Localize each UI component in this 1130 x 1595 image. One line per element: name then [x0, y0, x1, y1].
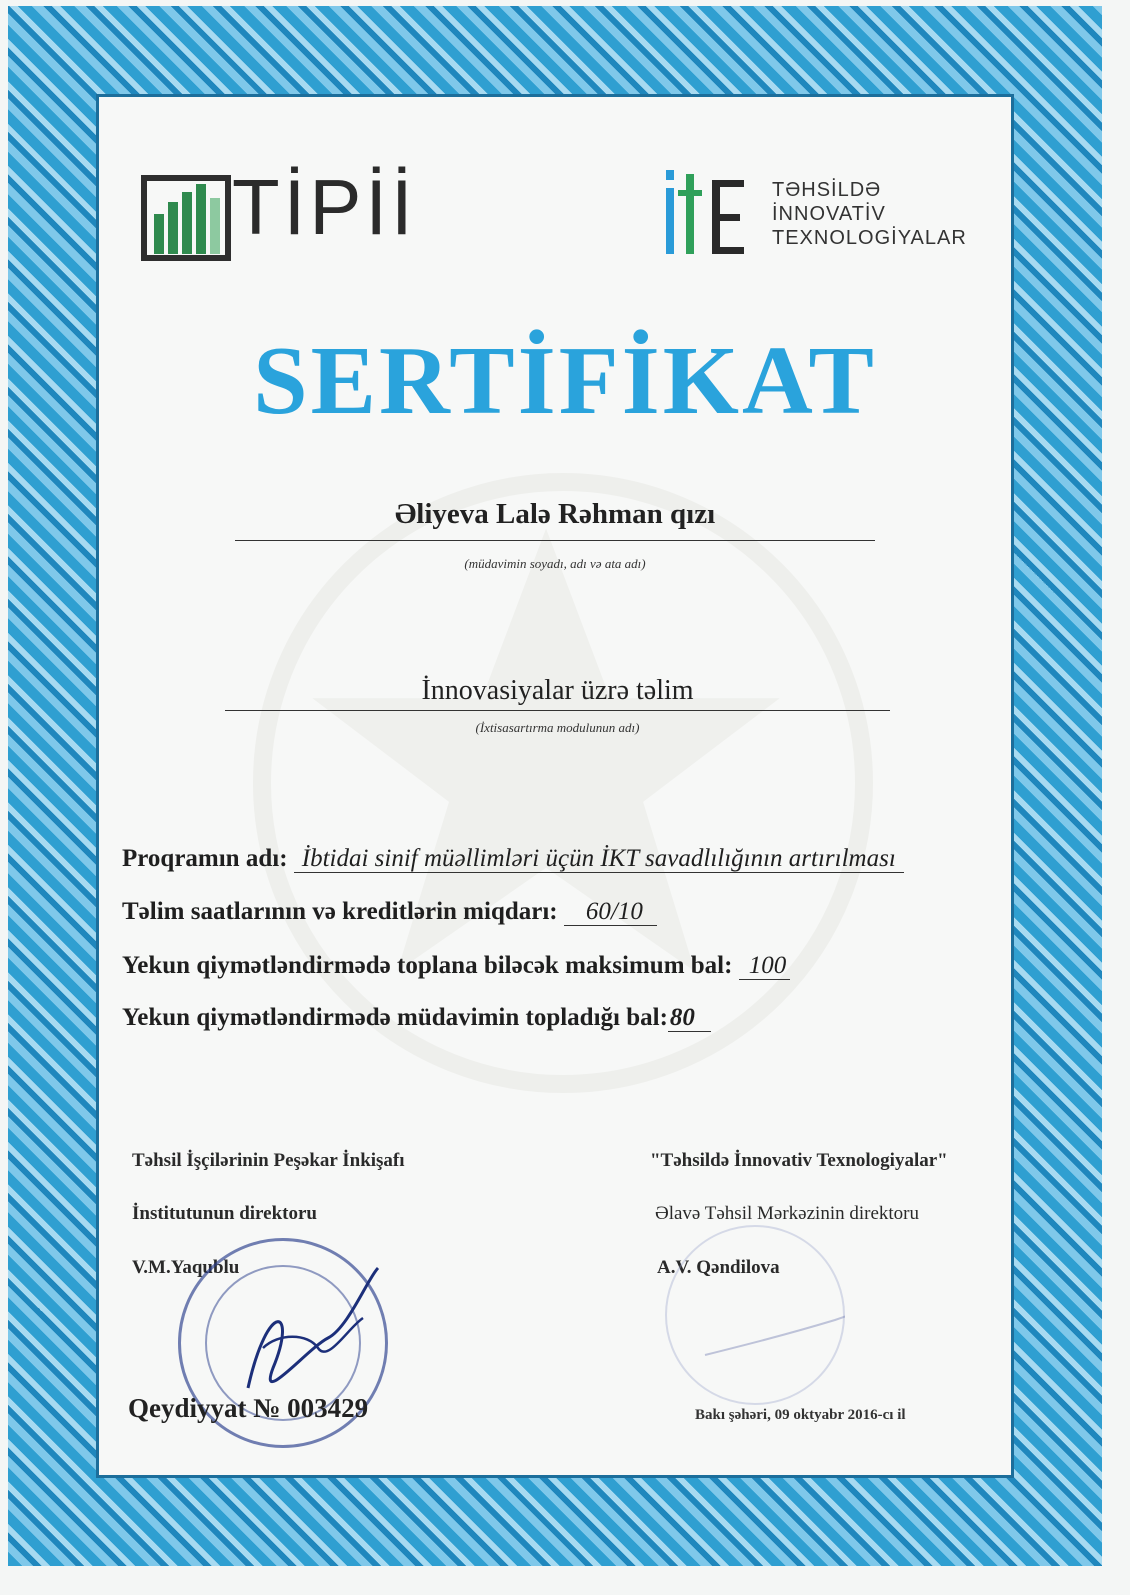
tipii-logo — [140, 160, 450, 270]
module-name: İnnovasiyalar üzrə təlim — [421, 675, 694, 706]
ite-line-1: TƏHSİLDƏ — [772, 179, 882, 201]
hours-value: 60/10 — [564, 898, 657, 926]
place-and-date: Bakı şəhəri, 09 oktyabr 2016-cı il — [695, 1407, 906, 1423]
right-signer-name: A.V. Qəndilova — [657, 1257, 780, 1278]
tipii-wordmark: TİPİİ — [232, 163, 417, 251]
recipient-name: Əliyeva Lalə Rəhman qızı — [394, 498, 716, 530]
recipient-caption: (müdavimin soyadı, adı və ata adı) — [464, 556, 646, 571]
max-score-label: Yekun qiymətləndirmədə toplana biləcək maksimum bal: — [122, 952, 733, 979]
max-score-value: 100 — [739, 952, 791, 980]
ite-text — [772, 178, 967, 250]
achieved-score-label: Yekun qiymətləndirmədə müdavimin topladığı bal: — [122, 1004, 668, 1031]
achieved-score-row — [122, 1004, 711, 1032]
right-signer-line-1: "Təhsildə İnnovativ Texnologiyalar" — [650, 1150, 948, 1171]
program-value: İbtidai sinif müəllimləri üçün İKT savadlılığının artırılması — [294, 845, 904, 873]
ite-logo — [660, 160, 1020, 270]
module-line — [225, 710, 890, 711]
left-signer-line-2: İnstitutunun direktoru — [132, 1203, 317, 1224]
right-signer-line-2: Əlavə Təhsil Mərkəzinin direktoru — [655, 1203, 919, 1224]
certificate-title: SERTİFİKAT — [253, 327, 877, 435]
ite-line-3: TEXNOLOGİYALAR — [772, 227, 967, 249]
program-label: Proqramın adı: — [122, 845, 288, 872]
left-signer-line-1: Təhsil İşçilərinin Peşəkar İnkişafı — [132, 1150, 405, 1171]
max-score-row — [122, 952, 790, 980]
module-caption: (İxtisasartırma modulunun adı) — [475, 720, 640, 735]
ite-mark — [660, 160, 760, 281]
recipient-line — [235, 540, 875, 541]
left-signer-name: V.M.Yaqublu — [132, 1257, 240, 1278]
right-official-seal — [665, 1225, 845, 1405]
hours-row — [122, 898, 657, 926]
achieved-score-value: 80 — [668, 1004, 711, 1032]
registration-number: Qeydiyyat № 003429 — [128, 1393, 369, 1423]
ite-line-2: İNNOVATİV — [772, 203, 886, 225]
hours-label: Təlim saatlarının və kreditlərin miqdarı: — [122, 898, 558, 925]
program-row — [122, 845, 904, 873]
